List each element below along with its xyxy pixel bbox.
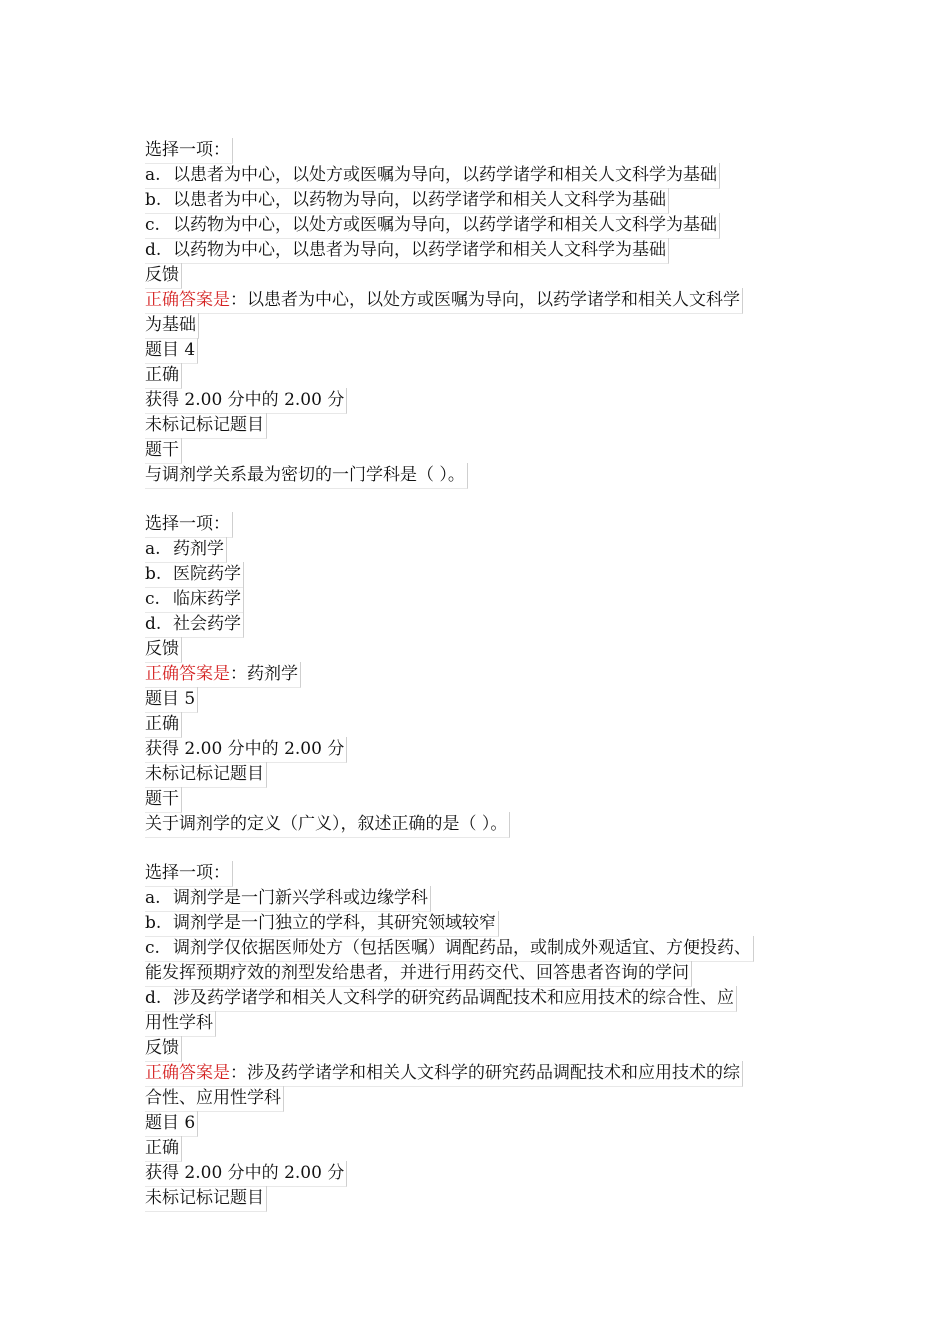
option-a[interactable]: a. 调剂学是一门新兴学科或边缘学科 <box>145 886 815 911</box>
feedback-label: 反馈 <box>145 637 815 662</box>
question-score: 获得 2.00 分中的 2.00 分 <box>145 1161 815 1186</box>
option-c[interactable]: c. 以药物为中心，以处方或医嘱为导向，以药学诸学和相关人文科学为基础 <box>145 213 815 238</box>
question-score: 获得 2.00 分中的 2.00 分 <box>145 388 815 413</box>
question-score: 获得 2.00 分中的 2.00 分 <box>145 737 815 762</box>
option-b[interactable]: b. 医院药学 <box>145 562 815 587</box>
correct-answer: 正确答案是：涉及药学诸学和相关人文科学的研究药品调配技术和应用技术的综 <box>145 1061 815 1086</box>
question-status: 正确 <box>145 1136 815 1161</box>
feedback-label: 反馈 <box>145 263 815 288</box>
answer-prefix: 正确答案是 <box>145 664 230 684</box>
flag-question-link[interactable]: 未标记标记题目 <box>145 413 815 438</box>
option-d[interactable]: d. 社会药学 <box>145 612 815 637</box>
option-b[interactable]: b. 以患者为中心，以药物为导向，以药学诸学和相关人文科学为基础 <box>145 188 815 213</box>
option-c[interactable]: c. 调剂学仅依据医师处方（包括医嘱）调配药品，或制成外观适宜、方便投药、 <box>145 936 815 961</box>
feedback-label: 反馈 <box>145 1036 815 1061</box>
answer-prefix: 正确答案是 <box>145 1063 230 1083</box>
question-stem: 与调剂学关系最为密切的一门学科是（ ）。 <box>145 463 815 488</box>
correct-answer: 正确答案是：药剂学 <box>145 662 815 687</box>
select-one-label: 选择一项： <box>145 861 815 886</box>
question-status: 正确 <box>145 363 815 388</box>
question-stem: 关于调剂学的定义（广义），叙述正确的是（ ）。 <box>145 812 815 837</box>
flag-question-link[interactable]: 未标记标记题目 <box>145 762 815 787</box>
option-d[interactable]: d. 以药物为中心，以患者为导向，以药学诸学和相关人文科学为基础 <box>145 238 815 263</box>
correct-answer-cont: 为基础 <box>145 313 815 338</box>
correct-answer: 正确答案是：以患者为中心，以处方或医嘱为导向，以药学诸学和相关人文科学 <box>145 288 815 313</box>
option-a[interactable]: a. 以患者为中心，以处方或医嘱为导向，以药学诸学和相关人文科学为基础 <box>145 163 815 188</box>
quiz-review-page <box>145 138 815 1211</box>
select-one-label: 选择一项： <box>145 138 815 163</box>
stem-label: 题干 <box>145 438 815 463</box>
option-d[interactable]: d. 涉及药学诸学和相关人文科学的研究药品调配技术和应用技术的综合性、应 <box>145 986 815 1011</box>
option-c[interactable]: c. 临床药学 <box>145 587 815 612</box>
option-a[interactable]: a. 药剂学 <box>145 537 815 562</box>
option-d-cont[interactable]: 用性学科 <box>145 1011 815 1036</box>
option-b[interactable]: b. 调剂学是一门独立的学科，其研究领域较窄 <box>145 911 815 936</box>
question-title: 题目 6 <box>145 1111 815 1136</box>
correct-answer-cont: 合性、应用性学科 <box>145 1086 815 1111</box>
question-status: 正确 <box>145 712 815 737</box>
question-title: 题目 4 <box>145 338 815 363</box>
select-one-label: 选择一项： <box>145 512 815 537</box>
question-title: 题目 5 <box>145 687 815 712</box>
option-c-cont[interactable]: 能发挥预期疗效的剂型发给患者，并进行用药交代、回答患者咨询的学问 <box>145 961 815 986</box>
stem-label: 题干 <box>145 787 815 812</box>
answer-prefix: 正确答案是 <box>145 290 230 310</box>
flag-question-link[interactable]: 未标记标记题目 <box>145 1186 815 1211</box>
